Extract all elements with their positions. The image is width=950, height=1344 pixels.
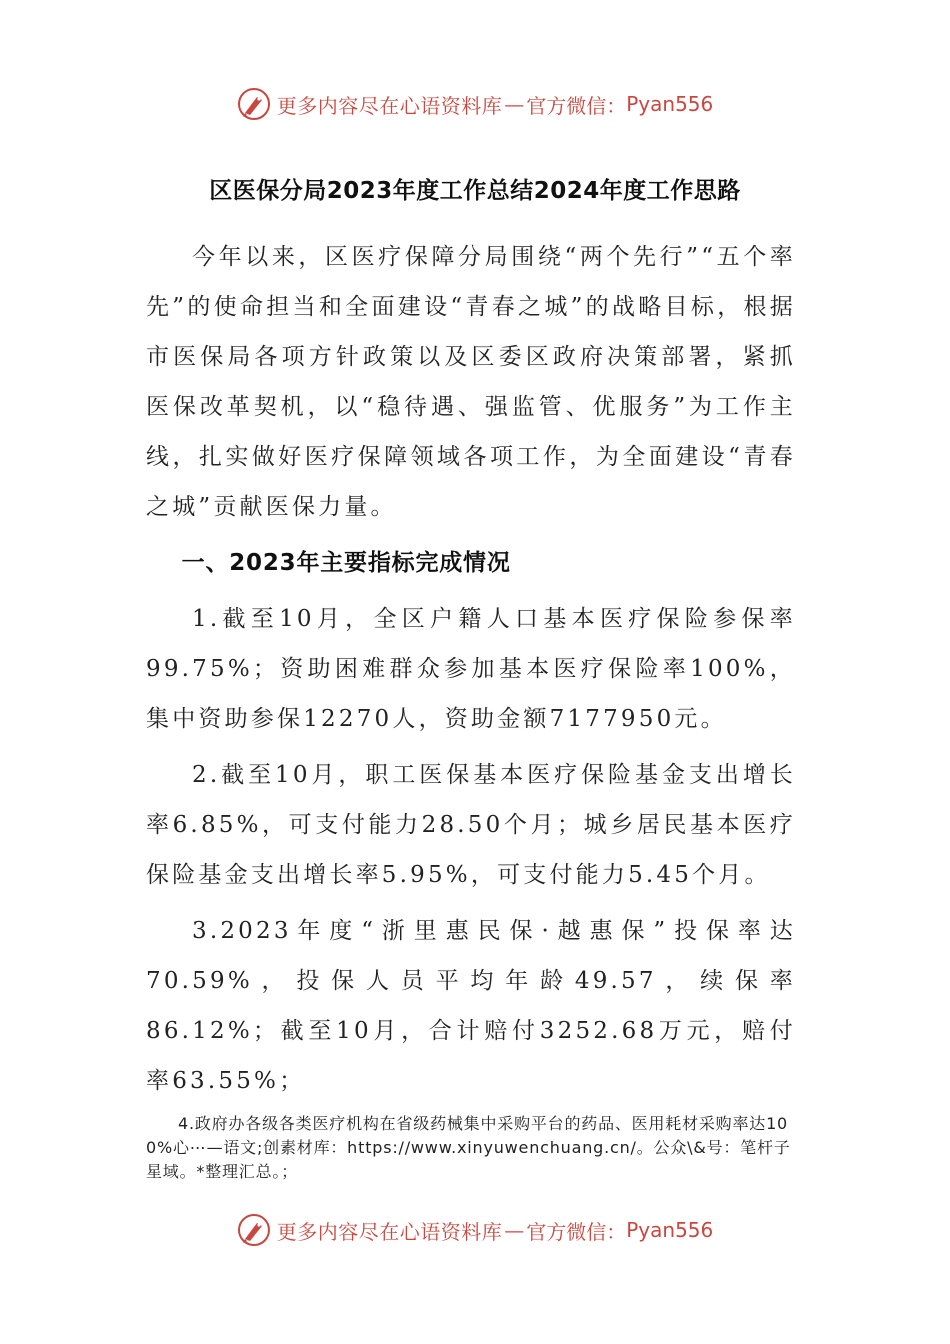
indicator-item-2: 2.截至10月，职工医保基本医疗保险基金支出增长率6.85%，可支付能力28.50个月；城乡居民基本医疗保险基金支出增长率5.95%，可支付能力5.45个月。 [146, 762, 796, 888]
banner-title: 更多内容尽在心语资料库 [276, 1219, 503, 1244]
pen-nib-icon [237, 87, 271, 121]
intro-paragraph: 今年以来，区医疗保障分局围绕“两个先行”“五个率先”的使命担当和全面建设“青春之城”的战略目标，根据市医保局各项方针政策以及区委区政府决策部署，紧抓医保改革契机，以“稳待遇、强监管、优服务”为工作主线，扎实做好医疗保障领域各项工作，为全面建设“青春之城”贡献医保力量。 [146, 244, 796, 520]
indicator-item-4: 4.政府办各级各类医疗机构在省级药械集中采购平台的药品、医用耗材采购率达100%心⋯—语文;创素材库：https://www.xinyuwenchuang.cn/。公众\&号：笔杆子星域。*整理汇总。； [146, 1114, 791, 1181]
banner-wechat-id: Pyan556 [626, 92, 714, 116]
bottom-banner [0, 1210, 950, 1250]
banner-title: 更多内容尽在心语资料库 [276, 93, 503, 118]
indicator-item-1: 1.截至10月，全区户籍人口基本医疗保险参保率99.75%；资助困难群众参加基本医疗保险率100%，集中资助参保12270人，资助金额7177950元。 [146, 606, 796, 732]
banner-wechat-label: 官方微信： [526, 93, 627, 118]
indicator-item-3: 3.2023年度“浙里惠民保·越惠保”投保率达70.59%，投保人员平均年龄49.57，续保率86.12%；截至10月，合计赔付3252.68万元，赔付率63.55%； [146, 918, 796, 1094]
banner-wechat-label: 官方微信： [526, 1219, 627, 1244]
banner-wechat-id: Pyan556 [626, 1218, 714, 1242]
section-heading: 一、2023年主要指标完成情况 [181, 550, 511, 576]
top-banner [0, 84, 950, 124]
banner-separator: — [504, 1218, 525, 1242]
document-body [146, 232, 796, 1184]
pen-nib-icon [237, 1213, 271, 1247]
document-title: 区医保分局2023年度工作总结2024年度工作思路 [209, 178, 741, 204]
banner-separator: — [504, 92, 525, 116]
